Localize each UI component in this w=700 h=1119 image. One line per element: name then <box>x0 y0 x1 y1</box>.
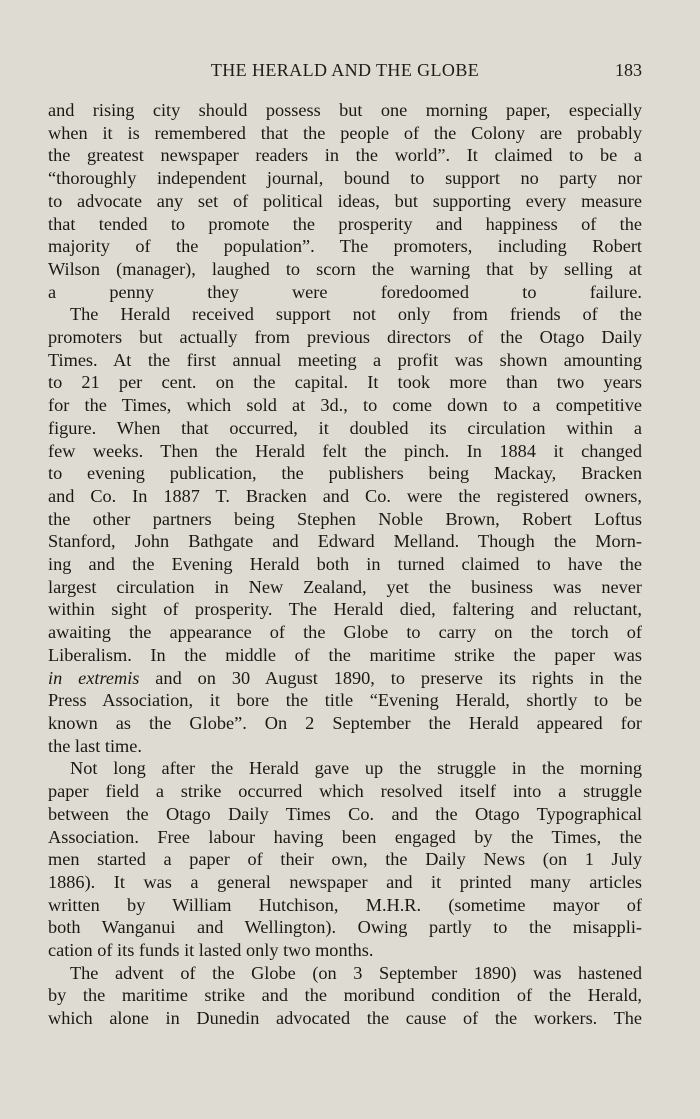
text-line: Press Association, it bore the title “Evening Herald, shortly to be <box>48 690 642 711</box>
text-line: the last time. <box>48 735 142 756</box>
text-line: in extremis and on 30 August 1890, to preserve its rights in the <box>48 667 642 688</box>
text-line: written by William Hutchison, M.H.R. (sometime mayor of <box>48 894 642 915</box>
text-line: Liberalism. In the middle of the maritime strike the paper was <box>48 644 642 665</box>
text-line: the other partners being Stephen Noble Brown, Robert Loftus <box>48 508 642 529</box>
text-line: when it is remembered that the people of the Colony are probably <box>48 122 642 143</box>
text-line: majority of the population”. The promoters, including Robert <box>48 236 642 257</box>
paragraph <box>48 99 642 303</box>
text-line: and rising city should possess but one morning paper, especially <box>48 100 642 120</box>
paragraph <box>48 962 642 1030</box>
text-line: for the Times, which sold at 3d., to come down to a competitive <box>48 395 642 416</box>
text-line: figure. When that occurred, it doubled its circulation within a <box>48 417 642 438</box>
text-line: largest circulation in New Zealand, yet the business was never <box>48 576 642 597</box>
running-header <box>48 60 642 86</box>
text-line: to evening publication, the publishers being Mackay, Bracken <box>48 463 642 484</box>
text-line: Wilson (manager), laughed to scorn the warning that by selling at <box>48 258 642 279</box>
text-line: between the Otago Daily Times Co. and the Otago Typographical <box>48 803 642 824</box>
text-line: within sight of prosperity. The Herald died, faltering and reluctant, <box>48 599 642 620</box>
text-line: Stanford, John Bathgate and Edward Melland. Though the Morn- <box>48 531 642 552</box>
text-line: cation of its funds it lasted only two months. <box>48 940 374 961</box>
text-line: that tended to promote the prosperity and happiness of the <box>48 213 642 234</box>
text-line: both Wanganui and Wellington). Owing partly to the misappli- <box>48 917 642 938</box>
text-line: awaiting the appearance of the Globe to carry on the torch of <box>48 622 642 643</box>
text-line: promoters but actually from previous directors of the Otago Daily <box>48 327 642 348</box>
text-line: The advent of the Globe (on 3 September 1890) was hastened <box>70 962 642 983</box>
text-line: Times. At the first annual meeting a profit was shown amounting <box>48 349 642 370</box>
text-line: the greatest newspaper readers in the world”. It claimed to be a <box>48 145 642 166</box>
text-line: a penny they were foredoomed to failure. <box>48 281 642 302</box>
text-line: 1886). It was a general newspaper and it printed many articles <box>48 871 642 892</box>
text-line: paper field a strike occurred which resolved itself into a struggle <box>48 781 642 802</box>
text-line: few weeks. Then the Herald felt the pinch. In 1884 it changed <box>48 440 642 461</box>
page-number: 183 <box>615 60 642 80</box>
text-line: “thoroughly independent journal, bound to support no party nor <box>48 168 642 189</box>
text-line: Association. Free labour having been engaged by the Times, the <box>48 826 642 847</box>
paragraph <box>48 303 642 757</box>
text-line: Not long after the Herald gave up the struggle in the morning <box>70 758 642 779</box>
text-line: to 21 per cent. on the capital. It took more than two years <box>48 372 642 393</box>
text-line: ing and the Evening Herald both in turned claimed to have the <box>48 554 642 575</box>
text-line: which alone in Dunedin advocated the cause of the workers. The <box>48 1008 642 1029</box>
text-line: men started a paper of their own, the Daily News (on 1 July <box>48 849 642 870</box>
text-line: by the maritime strike and the moribund condition of the Herald, <box>48 985 642 1006</box>
text-line: The Herald received support not only from friends of the <box>70 304 642 325</box>
body-text <box>48 99 642 1030</box>
running-title: THE HERALD AND THE GLOBE <box>210 60 480 80</box>
text-line: and Co. In 1887 T. Bracken and Co. were the registered owners, <box>48 485 642 506</box>
paragraph <box>48 757 642 961</box>
text-line: to advocate any set of political ideas, but supporting every measure <box>48 190 642 211</box>
text-line: known as the Globe”. On 2 September the Herald appeared for <box>48 712 642 733</box>
